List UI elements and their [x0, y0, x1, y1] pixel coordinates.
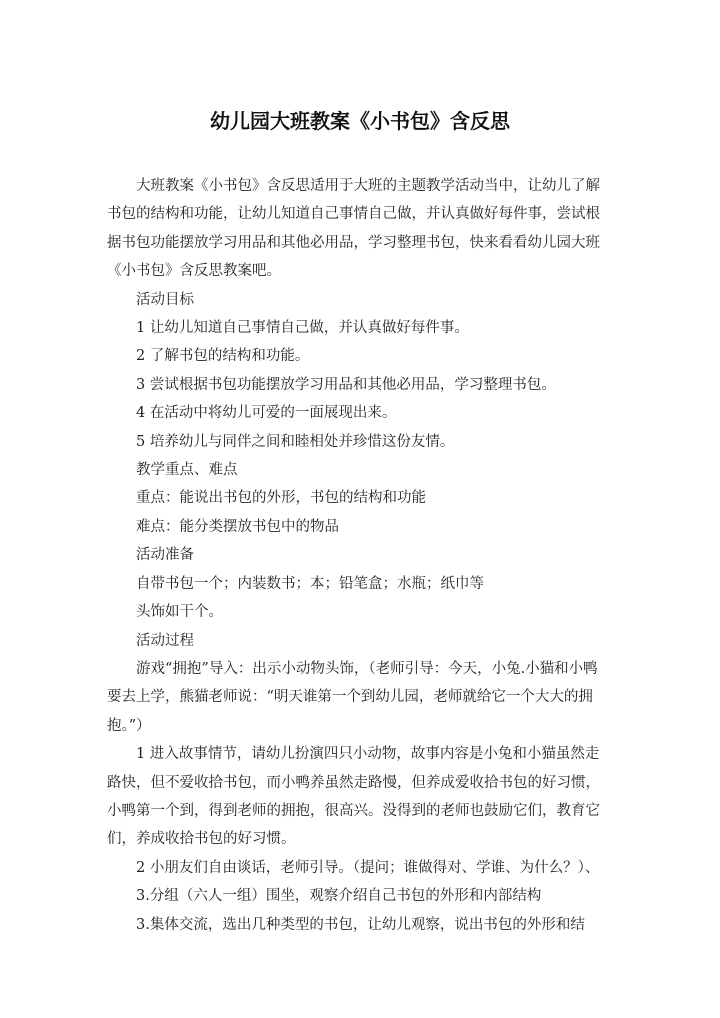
difficulty-item: 难点：能分类摆放书包中的物品 — [136, 518, 339, 535]
process-paragraph: 2 小朋友们自由谈话，老师引导。（提问；谁做得对、学谁、为什么？）、 — [136, 859, 600, 876]
preparation-item: 自带书包一个；内装数书；本；铅笔盒；水瓶；纸巾等 — [136, 575, 484, 592]
process-paragraph: 1 进入故事情节，请幼儿扮演四只小动物，故事内容是小兔和小猫虽然走路快，但不爱收拾书包，而小鸭养虽然走路慢，但养成爱收拾书包的好习惯，小鸭第一个到，得到老师的拥抱，很高兴。没得到的老师也鼓励它们，教育它们，养成收拾书包的好习惯。 — [107, 746, 600, 848]
goal-item: 2 了解书包的结构和功能。 — [136, 348, 310, 365]
key-point-item: 重点：能说出书包的外形，书包的结构和功能 — [136, 490, 426, 507]
goal-item: 3 尝试根据书包功能摆放学习用品和其他必用品，学习整理书包。 — [136, 376, 556, 393]
preparation-item: 头饰如干个。 — [136, 604, 223, 621]
document-title: 幼儿园大班教案《小书包》含反思 — [210, 109, 510, 133]
process-paragraph: 游戏“拥抱”导入：出示小动物头饰，（老师引导：今天，小兔.小猫和小鸭要去上学，熊猫老师说：“明天谁第一个到幼儿园，老师就给它一个大大的拥抱。”） — [107, 660, 598, 734]
document-body — [107, 172, 607, 939]
goal-item: 4 在活动中将幼儿可爱的一面展现出来。 — [136, 405, 397, 422]
section-heading-preparation: 活动准备 — [136, 547, 194, 564]
process-paragraph: 3.分组（六人一组）围坐，观察介绍自己书包的外形和内部结构 — [136, 888, 542, 905]
goal-item: 5 培养幼儿与同伴之间和睦相处并珍惜这份友情。 — [136, 433, 455, 450]
process-paragraph: 3.集体交流，选出几种类型的书包，让幼儿观察，说出书包的外形和结 — [136, 916, 585, 933]
section-heading-key-points: 教学重点、难点 — [136, 462, 238, 479]
goal-item: 1 让幼儿知道自己事情自己做，并认真做好每件事。 — [136, 320, 469, 337]
section-heading-goals: 活动目标 — [136, 291, 194, 308]
section-heading-process: 活动过程 — [136, 632, 194, 649]
intro-paragraph: 大班教案《小书包》含反思适用于大班的主题教学活动当中，让幼儿了解书包的结构和功能，让幼儿知道自己事情自己做，并认真做好每件事，尝试根据书包功能摆放学习用品和其他必用品，学习整理书包，快来看看幼儿园大班《小书包》含反思教案吧。 — [107, 178, 600, 280]
